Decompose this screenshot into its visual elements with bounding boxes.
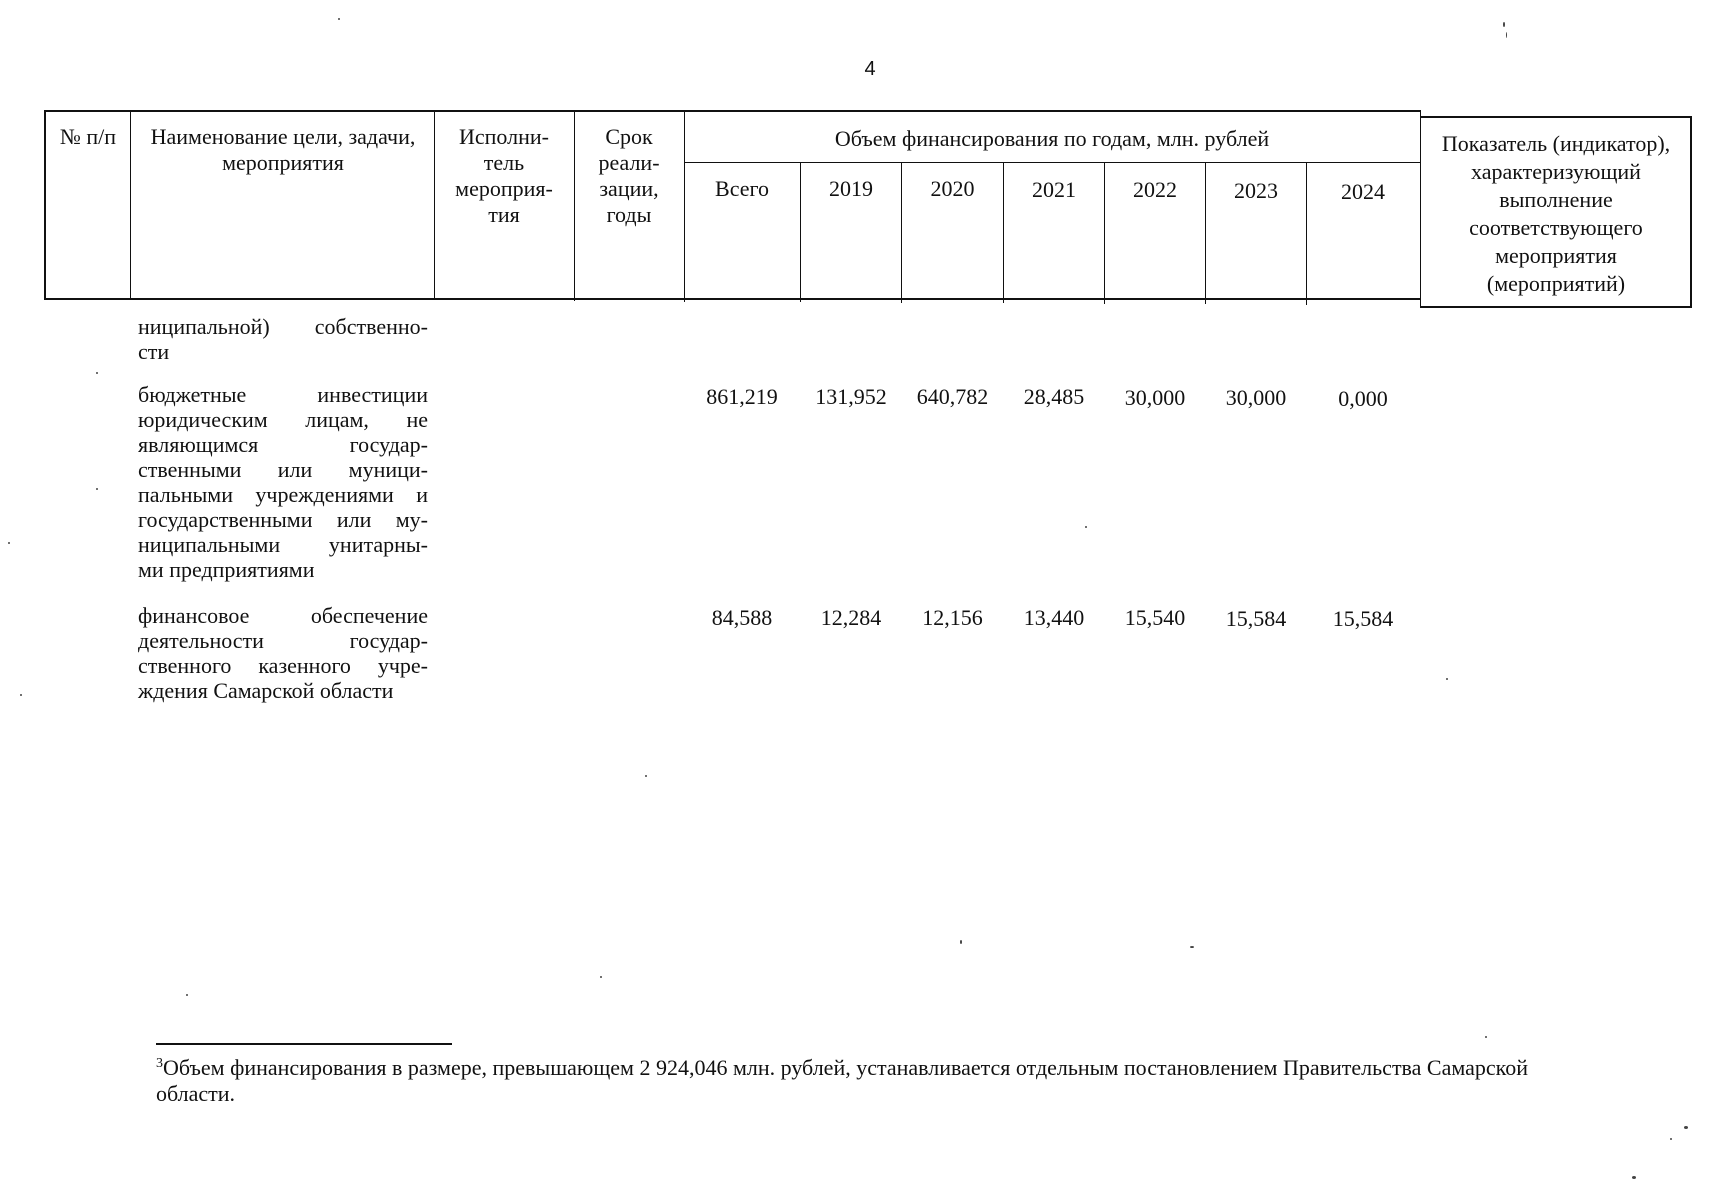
cell-2021: 28,485 <box>1023 384 1085 409</box>
table-border-bottom <box>44 298 1420 300</box>
table-border-top-right <box>1420 116 1692 118</box>
cell-2022: 15,540 <box>1124 605 1186 630</box>
row-name-line: бюджетные инвестиции <box>138 382 428 407</box>
scan-speck <box>96 488 98 490</box>
row-name-line: ственными или муници- <box>138 457 428 482</box>
footnote-text: Объем финансирования в размере, превышающем 2 924,046 млн. рублей, устанавливается отдельным постановлением Правительства Самарской области. <box>156 1055 1528 1106</box>
scan-speck <box>1485 1036 1487 1038</box>
header-indicator: Показатель (индикатор), характеризующий выполнение соответствующего мероприятия (мероприятий) <box>1441 131 1671 296</box>
cell-2022: 30,000 <box>1124 385 1186 410</box>
col-divider <box>800 162 801 302</box>
footnote-marker: 3 <box>156 1056 163 1071</box>
row-name-line: ждения Самарской области <box>138 678 394 703</box>
footnote-separator <box>156 1043 452 1045</box>
header-term: Срок реали-зации, годы <box>598 124 660 227</box>
col-divider <box>1003 162 1004 303</box>
col-divider <box>130 110 131 300</box>
header-total: Всего <box>715 176 769 201</box>
scan-speck <box>186 994 188 996</box>
table-border-bottom-right <box>1420 306 1692 308</box>
header-year-2019: 2019 <box>829 176 873 201</box>
scan-speck <box>1503 22 1505 27</box>
header-name: Наименование цели, задачи, мероприятия <box>150 124 416 175</box>
financing-subheader-line <box>684 162 1420 163</box>
scan-speck <box>8 542 10 544</box>
scan-speck <box>1190 946 1194 948</box>
col-divider <box>1306 162 1307 305</box>
cell-2024: 0,000 <box>1338 386 1388 411</box>
cell-2021: 13,440 <box>1023 605 1085 630</box>
footnote <box>156 1055 1596 1107</box>
header-year-2021: 2021 <box>1032 177 1076 202</box>
scan-speck <box>645 775 647 777</box>
scan-speck <box>1632 1176 1636 1179</box>
scan-speck <box>20 694 22 696</box>
header-year-2022: 2022 <box>1133 177 1177 202</box>
header-year-2024: 2024 <box>1341 179 1385 204</box>
row-name-line: ниципальными унитарны- <box>138 532 428 557</box>
header-year-2020: 2020 <box>930 176 975 201</box>
row-name-line: являющимся государ- <box>138 432 428 457</box>
row-name-line: юридическим лицам, не <box>138 407 428 432</box>
header-financing: Объем финансирования по годам, млн. рублей <box>834 126 1270 151</box>
scan-speck <box>600 976 602 978</box>
table-header <box>0 0 1720 320</box>
row-name-line: ственного казенного учре- <box>138 653 428 678</box>
scan-speck <box>1506 32 1507 38</box>
table-row-budget-investments <box>138 382 428 582</box>
row-name-line: пальными учреждениями и <box>138 482 428 507</box>
col-divider <box>574 110 575 301</box>
cell-2019: 131,952 <box>815 384 887 409</box>
row-name-line: ниципальной) собственно- <box>138 314 428 339</box>
cell-2023: 15,584 <box>1225 606 1287 631</box>
table-border-right <box>1690 116 1692 308</box>
cell-2020: 12,156 <box>922 605 983 630</box>
row-name-line: сти <box>138 339 170 364</box>
row-name-line: государственными или му- <box>138 507 428 532</box>
table-border-top <box>44 110 1420 112</box>
row-name-line: финансовое обеспечение <box>138 603 428 628</box>
col-divider <box>901 162 902 303</box>
scan-speck <box>1085 526 1087 528</box>
header-executor: Исполни-тель мероприя-тия <box>455 124 553 227</box>
col-divider <box>44 110 46 300</box>
scan-speck <box>1684 1126 1688 1129</box>
page-number: 4 <box>864 58 876 80</box>
header-year-2023: 2023 <box>1234 178 1278 203</box>
scan-speck <box>1446 678 1448 680</box>
scan-speck <box>338 18 340 20</box>
cell-2024: 15,584 <box>1332 606 1394 631</box>
table-row-financial-support <box>138 603 428 703</box>
cell-2020: 640,782 <box>916 384 989 409</box>
col-divider <box>1205 162 1206 304</box>
col-divider <box>1104 162 1105 304</box>
col-divider <box>1420 110 1421 306</box>
scan-speck <box>1670 1138 1672 1140</box>
cell-2023: 30,000 <box>1225 385 1287 410</box>
cell-total: 861,219 <box>706 384 778 409</box>
scan-speck <box>960 940 962 944</box>
row-name-line: деятельности государ- <box>138 628 428 653</box>
row-name-line: ми предприятиями <box>138 557 315 582</box>
table-row-continuation <box>138 314 428 364</box>
cell-2019: 12,284 <box>820 605 882 630</box>
col-divider <box>434 110 435 300</box>
scan-speck <box>96 372 98 374</box>
header-num: № п/п <box>59 124 117 149</box>
col-divider <box>684 110 685 302</box>
cell-total: 84,588 <box>711 605 773 630</box>
